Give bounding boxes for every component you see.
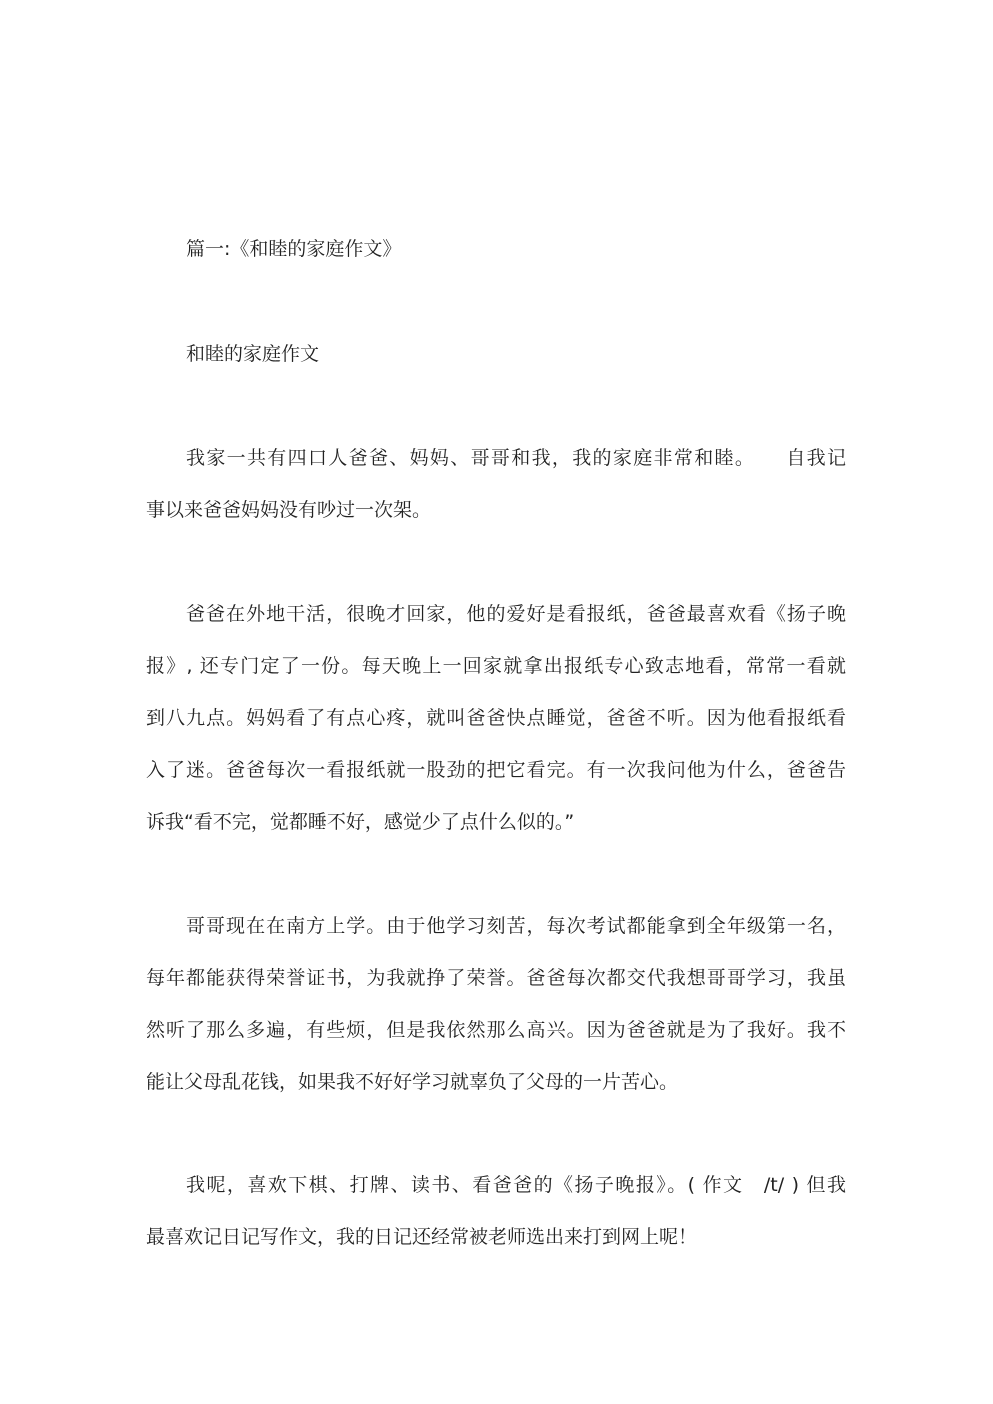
document-title: 和睦的家庭作文 [186, 343, 320, 365]
paragraph-3-line-2: 每年都能获得荣誉证书，为我就挣了荣誉。爸爸每次都交代我想哥哥学习，我虽 [146, 967, 846, 989]
paragraph-3-line-3: 然听了那么多遍，有些烦，但是我依然那么高兴。因为爸爸就是为了我好。我不 [146, 1019, 846, 1041]
paragraph-2-line-1: 爸爸在外地干活，很晚才回家，他的爱好是看报纸，爸爸最喜欢看《扬子晚 [186, 603, 846, 625]
paragraph-2-line-4: 入了迷。爸爸每次一看报纸就一股劲的把它看完。有一次我问他为什么，爸爸告 [146, 759, 846, 781]
paragraph-1-line-2: 事以来爸爸妈妈没有吵过一次架。 [146, 499, 432, 521]
paragraph-2-line-2: 报》, 还专门定了一份。每天晚上一回家就拿出报纸专心致志地看，常常一看就 [146, 655, 846, 677]
paragraph-3-line-4: 能让父母乱花钱，如果我不好好学习就辜负了父母的一片苦心。 [146, 1071, 679, 1093]
paragraph-1-line-1: 我家一共有四口人爸爸、妈妈、哥哥和我，我的家庭非常和睦。 自我记 [186, 447, 846, 469]
document-heading: 篇一:《和睦的家庭作文》 [186, 238, 402, 260]
paragraph-2-line-5: 诉我“看不完，觉都睡不好，感觉少了点什么似的。” [146, 811, 575, 833]
paragraph-2-line-3: 到八九点。妈妈看了有点心疼，就叫爸爸快点睡觉，爸爸不听。因为他看报纸看 [146, 707, 846, 729]
paragraph-4-line-2: 最喜欢记日记写作文，我的日记还经常被老师选出来打到网上呢！ [146, 1226, 698, 1248]
paragraph-3-line-1: 哥哥现在在南方上学。由于他学习刻苦，每次考试都能拿到全年级第一名， [186, 915, 846, 937]
paragraph-4-line-1: 我呢，喜欢下棋、打牌、读书、看爸爸的《扬子晚报》。( 作文 /t/ ) 但我 [186, 1174, 846, 1196]
